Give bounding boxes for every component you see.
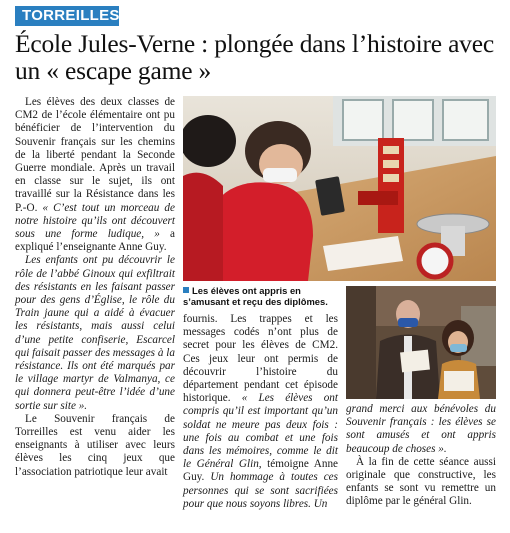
paragraph-quote: Les enfants ont pu découvrir le rôle de l’abbé Ginoux qui exfiltrait des résistants en les faisant passer pour des gens d’Église, le rôle du Train jaune qui a aidé à évacuer les résistants, mais aussi celui d’une petite confiserie, Escarcel qui faisait passer des messages à la résistance. Ils ont été marqués par le village martyr de Valmanya, ce qui donnera peut-être l’idée d’une sortie sur site ». (15, 254, 175, 412)
headline: École Jules-Verne : plongée dans l’histoire avec un « escape game » (15, 29, 494, 85)
paragraph-thanks: grand merci aux bénévoles du Souvenir français : les élèves se sont amusés et ont appris beaucoup de choses ». (346, 403, 496, 455)
ceremony-photo (346, 286, 496, 399)
article-column-3 (346, 403, 496, 509)
diploma-ceremony-photo (346, 286, 496, 399)
paragraph-intro: Les élèves des deux classes de CM2 de l’école élémentaire ont pu bénéficier de l’intervention du Souvenir français sur les chemins de la liberté pendant la Seconde Guerre mondiale. Après un travail en classe sur le sujet, ils ont travaillé sur la Résistance dans les P.-O. « C’est tout un morceau de notre histoire qu’ils ont découvert sous une forme ludique, » a expliqué l’enseignante Anne Guy. (15, 96, 175, 254)
section-tag: TORREILLES (15, 6, 119, 26)
article-column-1 (15, 96, 175, 479)
main-photo (183, 96, 496, 281)
paragraph-diploma: À la fin de cette séance aussi originale que constructive, les enfants se sont vu remettre un diplôme par le général Glin. (346, 455, 496, 508)
paragraph-games: fournis. Les trappes et les messages codés n’ont plus de secret pour les élèves de CM2. Ces jeux leur ont permis de découvrir l’histoire du département pendant cet épisode historique. « Les élèves ont compris qu’il est important qu’un soldat ne meure pas deux fois : une fois au combat et une fois dans les mémoires, comme le dit le Général Glin, témoigne Anne Guy. Un hommage à toutes ces personnes qui se sont sacrifiées pour que nous soyons libres. Un (183, 313, 339, 510)
paragraph-souvenir: Le Souvenir français de Torreilles est venu aider les enseignants à utiliser avec leurs élèves les cinq jeux que l’association patriotique leur avait (15, 412, 175, 478)
main-photo-caption: Les élèves ont appris en s’amusant et reçu des diplômes. (183, 285, 328, 307)
classroom-escape-game-photo (183, 96, 496, 281)
caption-square-icon (183, 287, 189, 293)
article-column-2 (183, 313, 338, 511)
